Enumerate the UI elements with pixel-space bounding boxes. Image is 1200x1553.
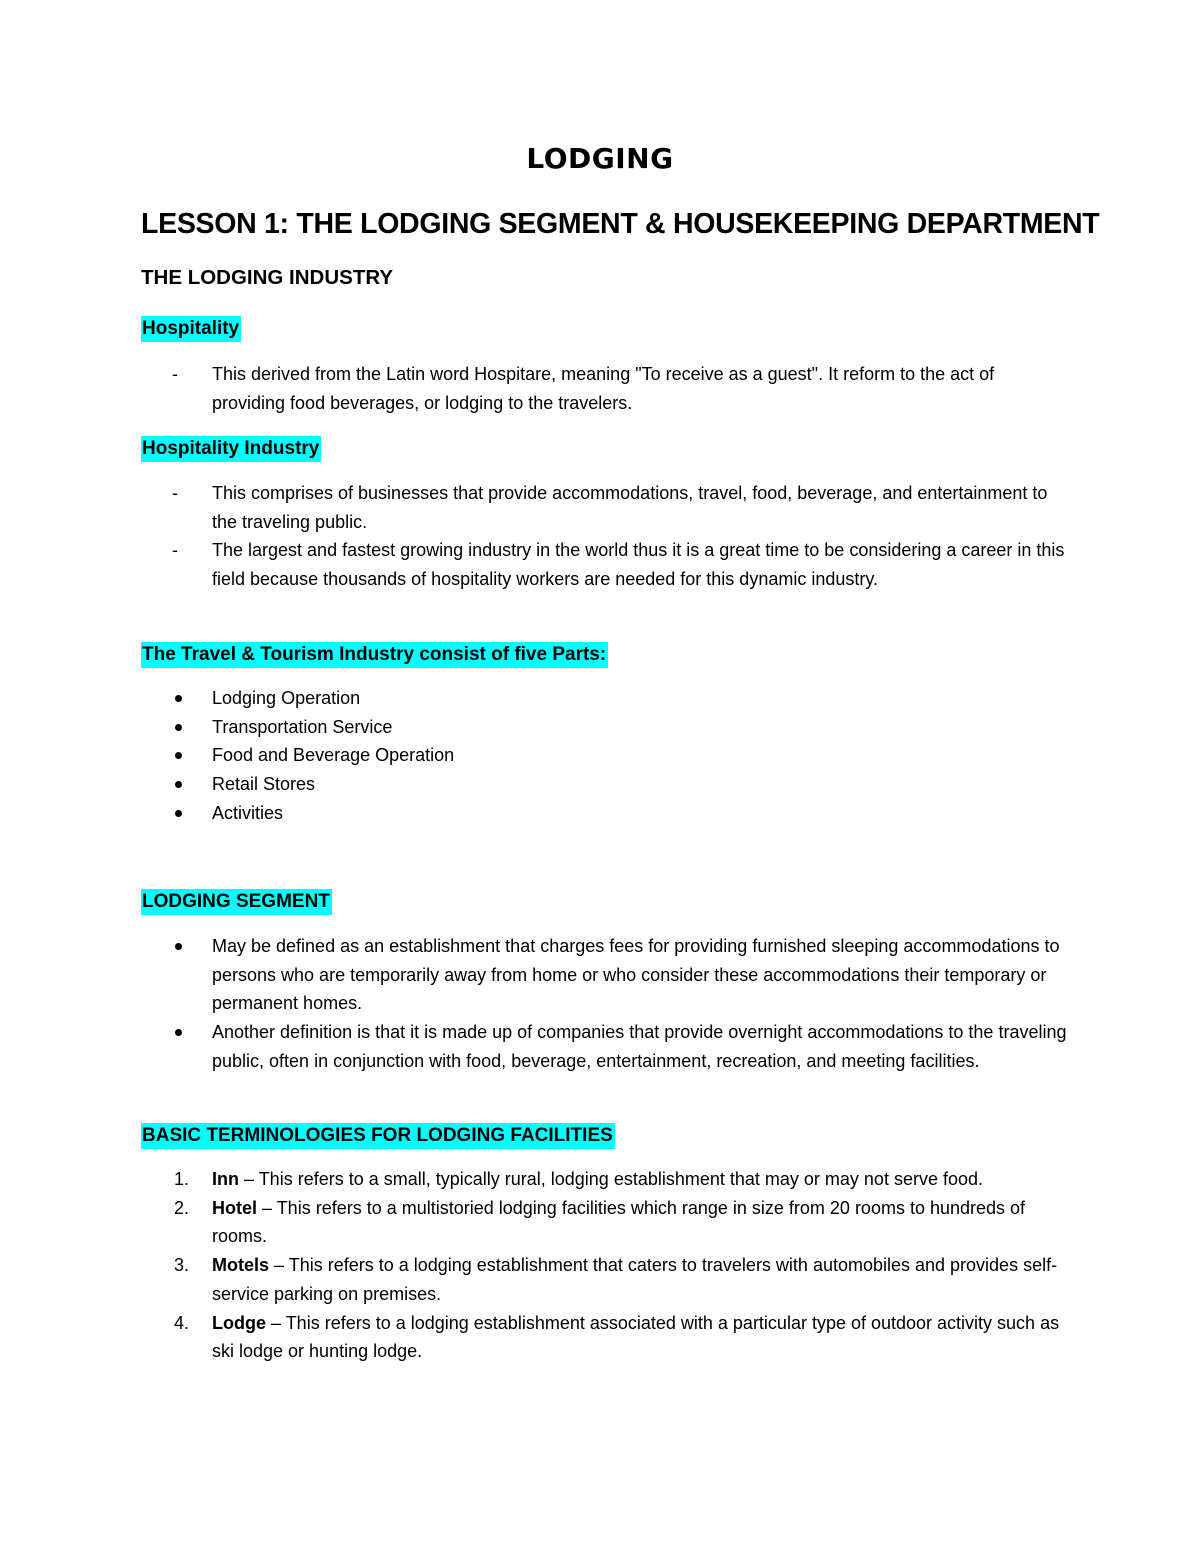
list-item <box>141 1309 1071 1366</box>
list-number: 3. <box>174 1255 190 1276</box>
hospitality-heading <box>141 314 241 343</box>
highlighted-heading-text: The Travel & Tourism Industry consist of five Parts: <box>141 642 608 668</box>
highlighted-heading-text: BASIC TERMINOLOGIES FOR LODGING FACILITIES <box>141 1123 615 1149</box>
section-heading: THE LODGING INDUSTRY <box>141 266 394 289</box>
hospitality-industry-list <box>141 479 1071 594</box>
list-item-text: May be defined as an establishment that charges fees for providing furnished sleeping accommodations to persons who are temporarily away from home or who consider these accommodations their temporary or permanent homes. <box>212 936 1060 1014</box>
list-item <box>141 932 1071 1018</box>
highlighted-heading-text: Hospitality Industry <box>141 436 321 462</box>
list-number: 4. <box>174 1312 190 1333</box>
list-item-text: Lodging Operation <box>212 688 361 708</box>
hospitality-list <box>141 360 1071 417</box>
list-item <box>141 770 1071 799</box>
bullet-icon <box>175 781 182 788</box>
hospitality-industry-heading <box>141 434 321 463</box>
bullet-icon <box>175 724 182 731</box>
lodging-segment-heading <box>141 887 332 916</box>
list-item-text: Another definition is that it is made up of companies that provide overnight accommodations to the traveling public, often in conjunction with food, beverage, entertainment, recreation, and meeting facilities. <box>212 1022 1067 1071</box>
list-item-text: The largest and fastest growing industry in the world thus it is a great time to be considering a career in this field because thousands of hospitality workers are needed for this dynamic industry. <box>212 540 1065 590</box>
highlighted-heading-text: LODGING SEGMENT <box>141 889 332 915</box>
term-description: – This refers to a lodging establishment associated with a particular type of outdoor activity such as ski lodge or hunting lodge. <box>212 1312 1060 1362</box>
terminologies-heading <box>141 1121 615 1150</box>
list-item-text: Activities <box>212 802 284 823</box>
term-label: Inn <box>212 1169 239 1189</box>
list-item <box>141 713 1071 742</box>
highlighted-heading-text: Hospitality <box>141 316 241 342</box>
list-number: 2. <box>174 1197 190 1218</box>
lodging-segment-list <box>141 932 1071 1076</box>
list-item <box>141 684 1071 713</box>
document-title: LODGING <box>526 142 674 175</box>
list-item <box>141 1165 1071 1194</box>
dash-marker: - <box>172 483 178 503</box>
term-description: – This refers to a small, typically rural, lodging establishment that may or may not serve food. <box>239 1169 983 1189</box>
list-number: 1. <box>174 1169 190 1189</box>
list-item <box>141 1251 1071 1308</box>
list-item-text: This comprises of businesses that provide accommodations, travel, food, beverage, and entertainment to the traveling public. <box>212 483 1048 532</box>
list-item <box>141 1018 1071 1075</box>
dash-marker: - <box>172 364 178 384</box>
lesson-heading: LESSON 1: THE LODGING SEGMENT & HOUSEKEEPING DEPARTMENT <box>141 208 1100 240</box>
terminologies-list <box>141 1165 1071 1366</box>
term-description: – This refers to a lodging establishment that caters to travelers with automobiles and provides self-service parking on premises. <box>212 1255 1058 1304</box>
term-label: Lodge <box>212 1312 266 1333</box>
list-item <box>141 1194 1071 1251</box>
bullet-icon <box>175 1029 182 1036</box>
travel-tourism-heading <box>141 640 608 669</box>
bullet-icon <box>175 810 182 817</box>
list-item <box>141 799 1071 828</box>
list-item-text: Food and Beverage Operation <box>212 745 455 766</box>
list-item <box>141 479 1071 536</box>
list-item <box>141 741 1071 770</box>
list-item <box>141 536 1071 593</box>
bullet-icon <box>175 752 182 759</box>
term-label: Hotel <box>212 1197 257 1218</box>
list-item-text: Retail Stores <box>212 774 316 795</box>
term-description: – This refers to a multistoried lodging facilities which range in size from 20 rooms to hundreds of rooms. <box>212 1197 1026 1247</box>
travel-tourism-list <box>141 684 1071 828</box>
list-item-text: Transportation Service <box>212 716 393 737</box>
list-item-text: This derived from the Latin word Hospitare, meaning "To receive as a guest". It reform to the act of providing food beverages, or lodging to the travelers. <box>212 364 995 413</box>
bullet-icon <box>175 943 182 950</box>
dash-marker: - <box>172 540 178 561</box>
term-label: Motels <box>212 1255 270 1276</box>
list-item <box>141 360 1071 417</box>
bullet-icon <box>175 695 182 702</box>
